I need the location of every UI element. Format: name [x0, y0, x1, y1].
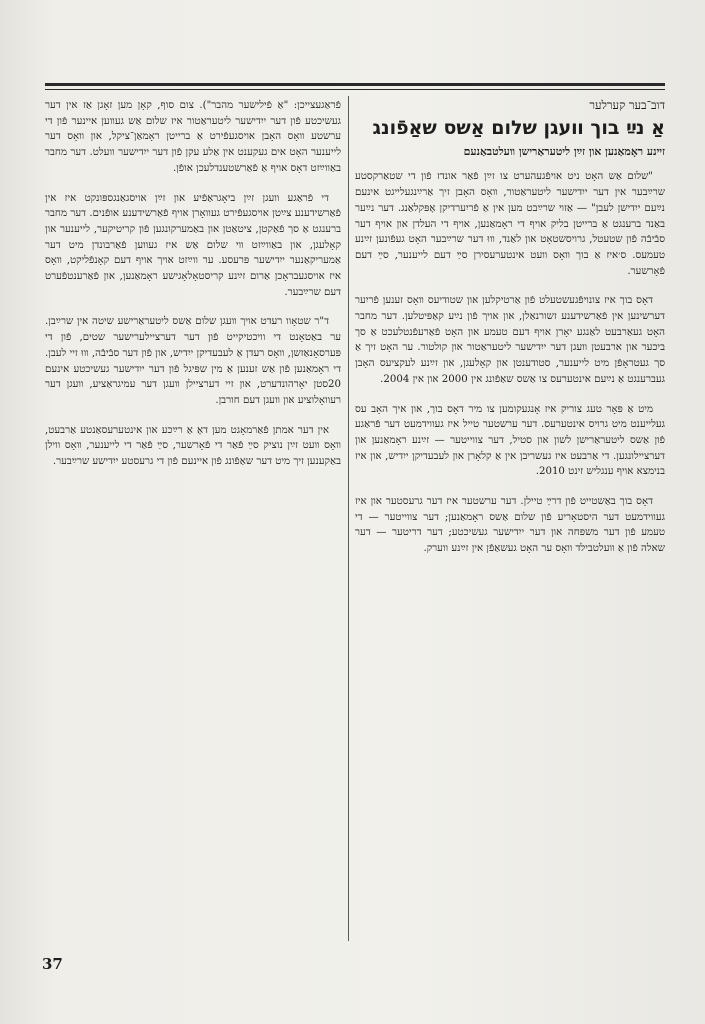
header-rule-thick — [45, 83, 665, 86]
author-byline: דוב־בער קערלער — [589, 98, 665, 112]
header-rule-thin — [45, 89, 665, 90]
paragraph: "שלום אַש האָט ניט אויפֿגעהערט צו זײַן פֿאַר אונדז פֿון די שטאַרקסטע שרײַבער אין דער ייִדישער ליטעראַטור, װאָס האָבן זיך אַרײַנגעלייגט אינעם נײַעם ייִדישן לעבן" — אַזױ שרײַבט מען אין אַ פֿריִערדיקן אָפּקלאַנג. דער נײַער באַנד ברענגט אַ ברייטן בליק אויף די ראָמאַנען, אויף די העלדן און אויף דער סבֿיבֿה פֿון שטעטל, גרויסשטאָט און לאַנד, װוּ דער שרײַבער האָט געפֿונען זײַנע טעמעס. ס׳איז אַ בוך װאָס װעט אינטערעסירן סײַ דעם לייענער, סײַ דעם פֿאָרשער. — [355, 171, 665, 277]
paragraph: אין דער אמתן פֿאַרמאָגט מען דאָ אַ רײַכע און אינטערעסאַנטע אַרבעט, װאָס װעט זײַן נוציק סײַ פֿאַר די פֿאָרשער, סײַ פֿאַר די לייענער, װאָס ווילן באַקענען זיך מיט דער שאַפֿונג פֿון איינעם פֿון די גרעסטע ייִדישע שרײַבער. — [45, 424, 341, 468]
paragraph: מיט אַ פּאָר טעג צוריק איז אָנגעקומען צו מיר דאָס בוך, און איך האָב עס געלייענט מיט גרויס אינטערעס. דער ערשטער טייל איז געווידמעט דער פֿראַגע פֿון אַשס ליטעראַרישן לשון און סטיל, דער צווייטער — זײַנע ראָמאַנען און דערציילונגען. די אַרבעט איז געשריבן אין אַ קלאָרן און לעבעדיקן ייִדיש, און איז בנימצא אויף ענגליש זינט 2010. — [355, 403, 665, 478]
right-column — [355, 98, 665, 938]
paragraph: דאָס בוך איז צונויפֿגעשטעלט פֿון אַרטיקלען און שטודיעס װאָס זענען פֿריִער דערשינען אין פֿאַרשידענע זשורנאַלן, און אויך פֿון נײַע קאַפּיטלען. דער מחבר האָט געאַרבעט לאַנגע יאָרן אויף דעם טעמע און האָט פֿאַרעפֿנטלעכט אַ סך ביכער און ארבעטן װעגן דער ייִדישער ליטעראַטור און קולטור. ער האָט זיך אַ סך געטראָפֿן מיט לייענער, סטודענטן און קאָלעגן, און זײַנע לעקציעס האָבן געברענגט אַ נײַעם אינטערעס צו אַשס שאַפֿונג אין 2000 און אין 2004. — [355, 295, 665, 385]
paragraph: דאָס בוך באַשטייט פֿון דרײַ טיילן. דער ערשטער איז דער גרעסטער און איז געווידמעט דער היסטאָריע פֿון שלום אַשס ראָמאַנען; דער צווייטער — די טעמע פֿון דער משפּחה און דער ייִדישער געשיכטע; דער דריטער — דער שאלה פֿון אַ וועלטבילד װאָס ער האָט געשאַפֿן אין זײַנע ווערק. — [355, 496, 665, 555]
column-divider — [348, 96, 349, 941]
article-subtitle: זײנע ראָמאַנען און זײַן ליטעראַרישן װעלטבאַנעם — [463, 144, 665, 158]
paragraph: די פֿראַגע װעגן זײַן ביאָגראַפֿיע און זײַן אויסגאַנגספּונקט איז אין פֿאַרשידענע צײַטן אויסגעפֿירט געוואָרן אויף פֿאַרשידענע אופֿנים. דער מחבר ברענגט אַ סך פֿאַקטן, ציטאַטן און באַמערקונגען פֿון קריטיקער, לייענער און קאָלעגן, און באַווײַזט װי שלום אַש איז געווען פֿאַרבונדן מיט דער אַמעריקאַנער ייִדישער פּרעסע. ער ווײַזט אויך אויף דעם קאָנפֿליקט, װאָס איז אויסגעבראָכן אַרום זײַנע קריסטאָלאָגישע ראָמאַנען, און פֿאַרענטפֿערט דעם שרײַבער. — [45, 192, 341, 298]
page-number: 37 — [42, 955, 63, 973]
paragraph: ד"ר שטאָוו רעדט אויך װעגן שלום אַשס ליטעראַרישע שיטה אין שרײַבן. ער באַטאָנט די וויכטיקייט פֿון דער דערציילערישער שטים, פֿון די פּערסאָנאַזשן, װאָס רעדן אַ לעבעדיקן ייִדיש, און פֿון דער סבֿיבֿה, װוּ זיי לעבן. די ראָמאַנען פֿון אַש זענען אַ מין שפּיגל פֿון דער ייִדישער געשיכטע אינעם 20סטן יאָרהונדערט, און זיי דערציילן װעגן דער עמיגראַציע, װעגן דער רעוואָלוציע און װעגן דעם חורבן. — [45, 316, 341, 406]
article-title: אַ נײַ בוך װעגן שלום אַשס שאַפֿונג — [372, 116, 665, 139]
paragraph: פֿראַגעצייכן: "אַ פֿילישער מהבר"). צום סוף, קאָן מען זאָגן אַז אין דער געשיכטע פֿון דער ייִדישער ליטעראַטור איז שלום אַש געווען איינער פֿון די ערשטע װאָס האָבן אויסגעפֿירט אַ ברייטן ראָמאַן־ציקל, און װאָס דער לייענער האָט אים געקענט אין אַלע עקן פֿון דער ייִדישער וועלט. דער מחבר באַווײַזט דאָס אויף אַ פֿאַרשטענדלעכן אופֿן. — [45, 100, 341, 174]
left-column — [45, 98, 341, 938]
